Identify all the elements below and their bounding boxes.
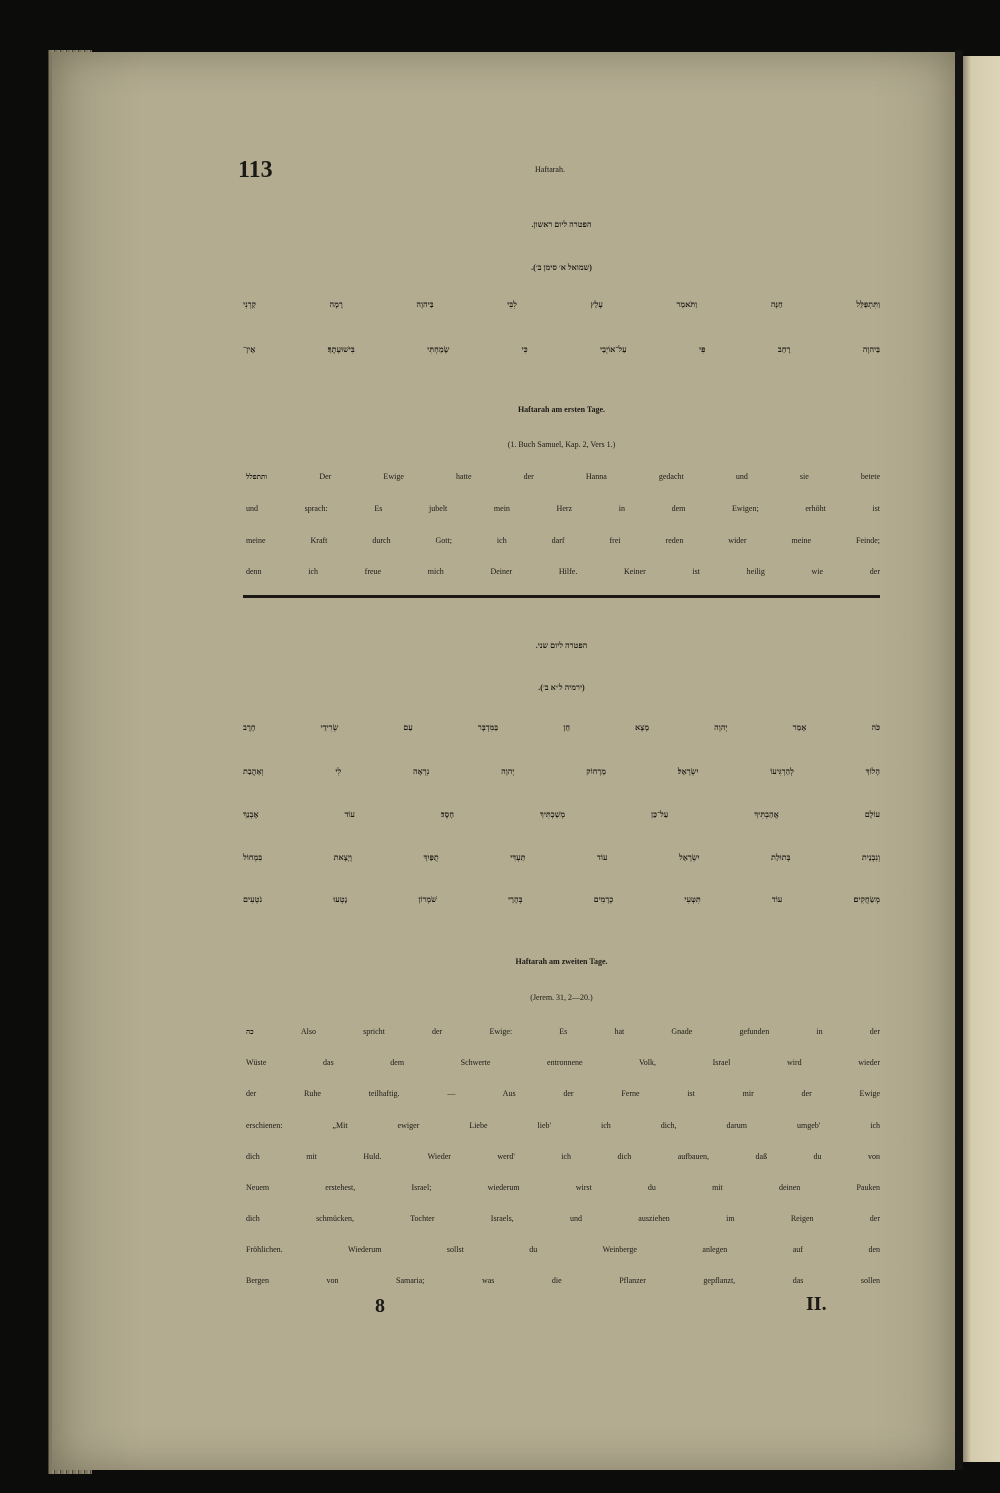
translation-line: der Ruhe teilhaftig. — Aus der Ferne ist mir der Ewige bbox=[246, 1089, 880, 1098]
volume-mark: II. bbox=[806, 1293, 827, 1315]
translation-line: erschienen: „Mit ewiger Liebe lieb' ich dich, darum umgeb' ich bbox=[246, 1121, 880, 1130]
haftarah-title-second-day: הפטרה ליום שני. bbox=[535, 641, 588, 650]
german-heading-first-day: Haftarah am ersten Tage. bbox=[517, 405, 606, 414]
translation-line: Fröhlichen. Wiederum sollst du Weinberge anlegen auf den bbox=[246, 1245, 880, 1254]
translation-line: Neuem erstehest, Israel; wiederum wirst du mit deinen Pauken bbox=[246, 1183, 880, 1192]
running-title: Haftarah. bbox=[535, 165, 565, 174]
translation-line: denn ich freue mich Deiner Hilfe. Keiner ist heilig wie der bbox=[246, 567, 880, 576]
german-source-reference: (Jerem. 31, 2—20.) bbox=[530, 993, 593, 1002]
section-divider-rule bbox=[243, 595, 880, 598]
translation-line: meine Kraft durch Gott; ich darf frei reden wider meine Feinde; bbox=[246, 536, 880, 545]
hebrew-verse-line: הָלוֹךְ לְהַרְגִּיעוֹ יִשְׂרָאֵל׃ מֵרָחוֹק יְהוָה נִרְאָה לִי וְאַהֲבַת bbox=[243, 767, 880, 776]
translation-line bbox=[246, 1017, 880, 1047]
hebrew-source-reference: (ירמיה ל״א ב׳). bbox=[538, 683, 585, 692]
translation-line: dich schmücken, Tochter Israels, und ausziehen im Reigen der bbox=[246, 1214, 880, 1223]
translation-text: Der Ewige hatte der Hanna gedacht und sie betete bbox=[319, 472, 880, 481]
translation-line: und sprach: Es jubelt mein Herz in dem Ewigen; erhöht ist bbox=[246, 504, 880, 513]
hebrew-verse-line: וְנִבְנֵית בְּתוּלַת יִשְׂרָאֵל עוֹד תַּעְדִּי תֻפַּיִךְ וְיָצָאת בִּמְחוֹל bbox=[243, 853, 880, 862]
signature-mark: 8 bbox=[375, 1295, 385, 1317]
haftarah-title-first-day: הפטרה ליום ראשון. bbox=[531, 220, 592, 229]
translation-line: Bergen von Samaria; was die Pflanzer gepflanzt, das sollen bbox=[246, 1276, 880, 1285]
page-number: 113 bbox=[238, 157, 273, 183]
translation-line bbox=[246, 462, 880, 492]
hebrew-verse-line: מְשַׂחֲקִים׃ עוֹד תִּטְּעִי כְרָמִים בְּהָרֵי שֹׁמְרוֹן נָטְעוּ נֹטְעִים bbox=[243, 895, 880, 904]
facing-page-sliver bbox=[963, 56, 1000, 1462]
hebrew-verse-line: וַתִּתְפַּלֵּל חַנָּה וַתֹּאמַר עָלַץ לִבִּי בַּיהוָה רָמָה קַרְנִי bbox=[243, 300, 880, 309]
hebrew-verse-line: כֹּה אָמַר יְהוָה מָצָא חֵן בַּמִּדְבָּר עַם שְׂרִידֵי חָרֶב bbox=[243, 723, 880, 732]
translation-text: Also spricht der Ewige: Es hat Gnade gefunden in der bbox=[300, 1027, 880, 1036]
hebrew-source-reference: (שמואל א׳ סימן ב׳). bbox=[531, 263, 592, 272]
german-heading-second-day: Haftarah am zweiten Tage. bbox=[515, 957, 608, 966]
german-source-reference: (1. Buch Samuel, Kap. 2, Vers 1.) bbox=[507, 440, 616, 449]
spine-gap bbox=[955, 50, 963, 1470]
hebrew-catchword: ותתפלל bbox=[246, 473, 268, 481]
hebrew-verse-line: עוֹלָם אֲהַבְתִּיךְ עַל־כֵּן מְשַׁכְתִּיךְ חָסֶד׃ עוֹד אֶבְנֵךְ bbox=[243, 810, 880, 819]
hebrew-catchword: כה bbox=[246, 1028, 254, 1036]
translation-line: dich mit Huld. Wieder werd' ich dich aufbauen, daß du von bbox=[246, 1152, 880, 1161]
translation-line: Wüste das dem Schwerte entronnene Volk, Israel wird wieder bbox=[246, 1058, 880, 1067]
hebrew-verse-line: בַּיהוָה רָחַב פִּי עַל־אוֹיְבַי כִּי שָׂמַחְתִּי בִּישׁוּעָתֶךָ׃ אֵין־ bbox=[243, 345, 880, 354]
